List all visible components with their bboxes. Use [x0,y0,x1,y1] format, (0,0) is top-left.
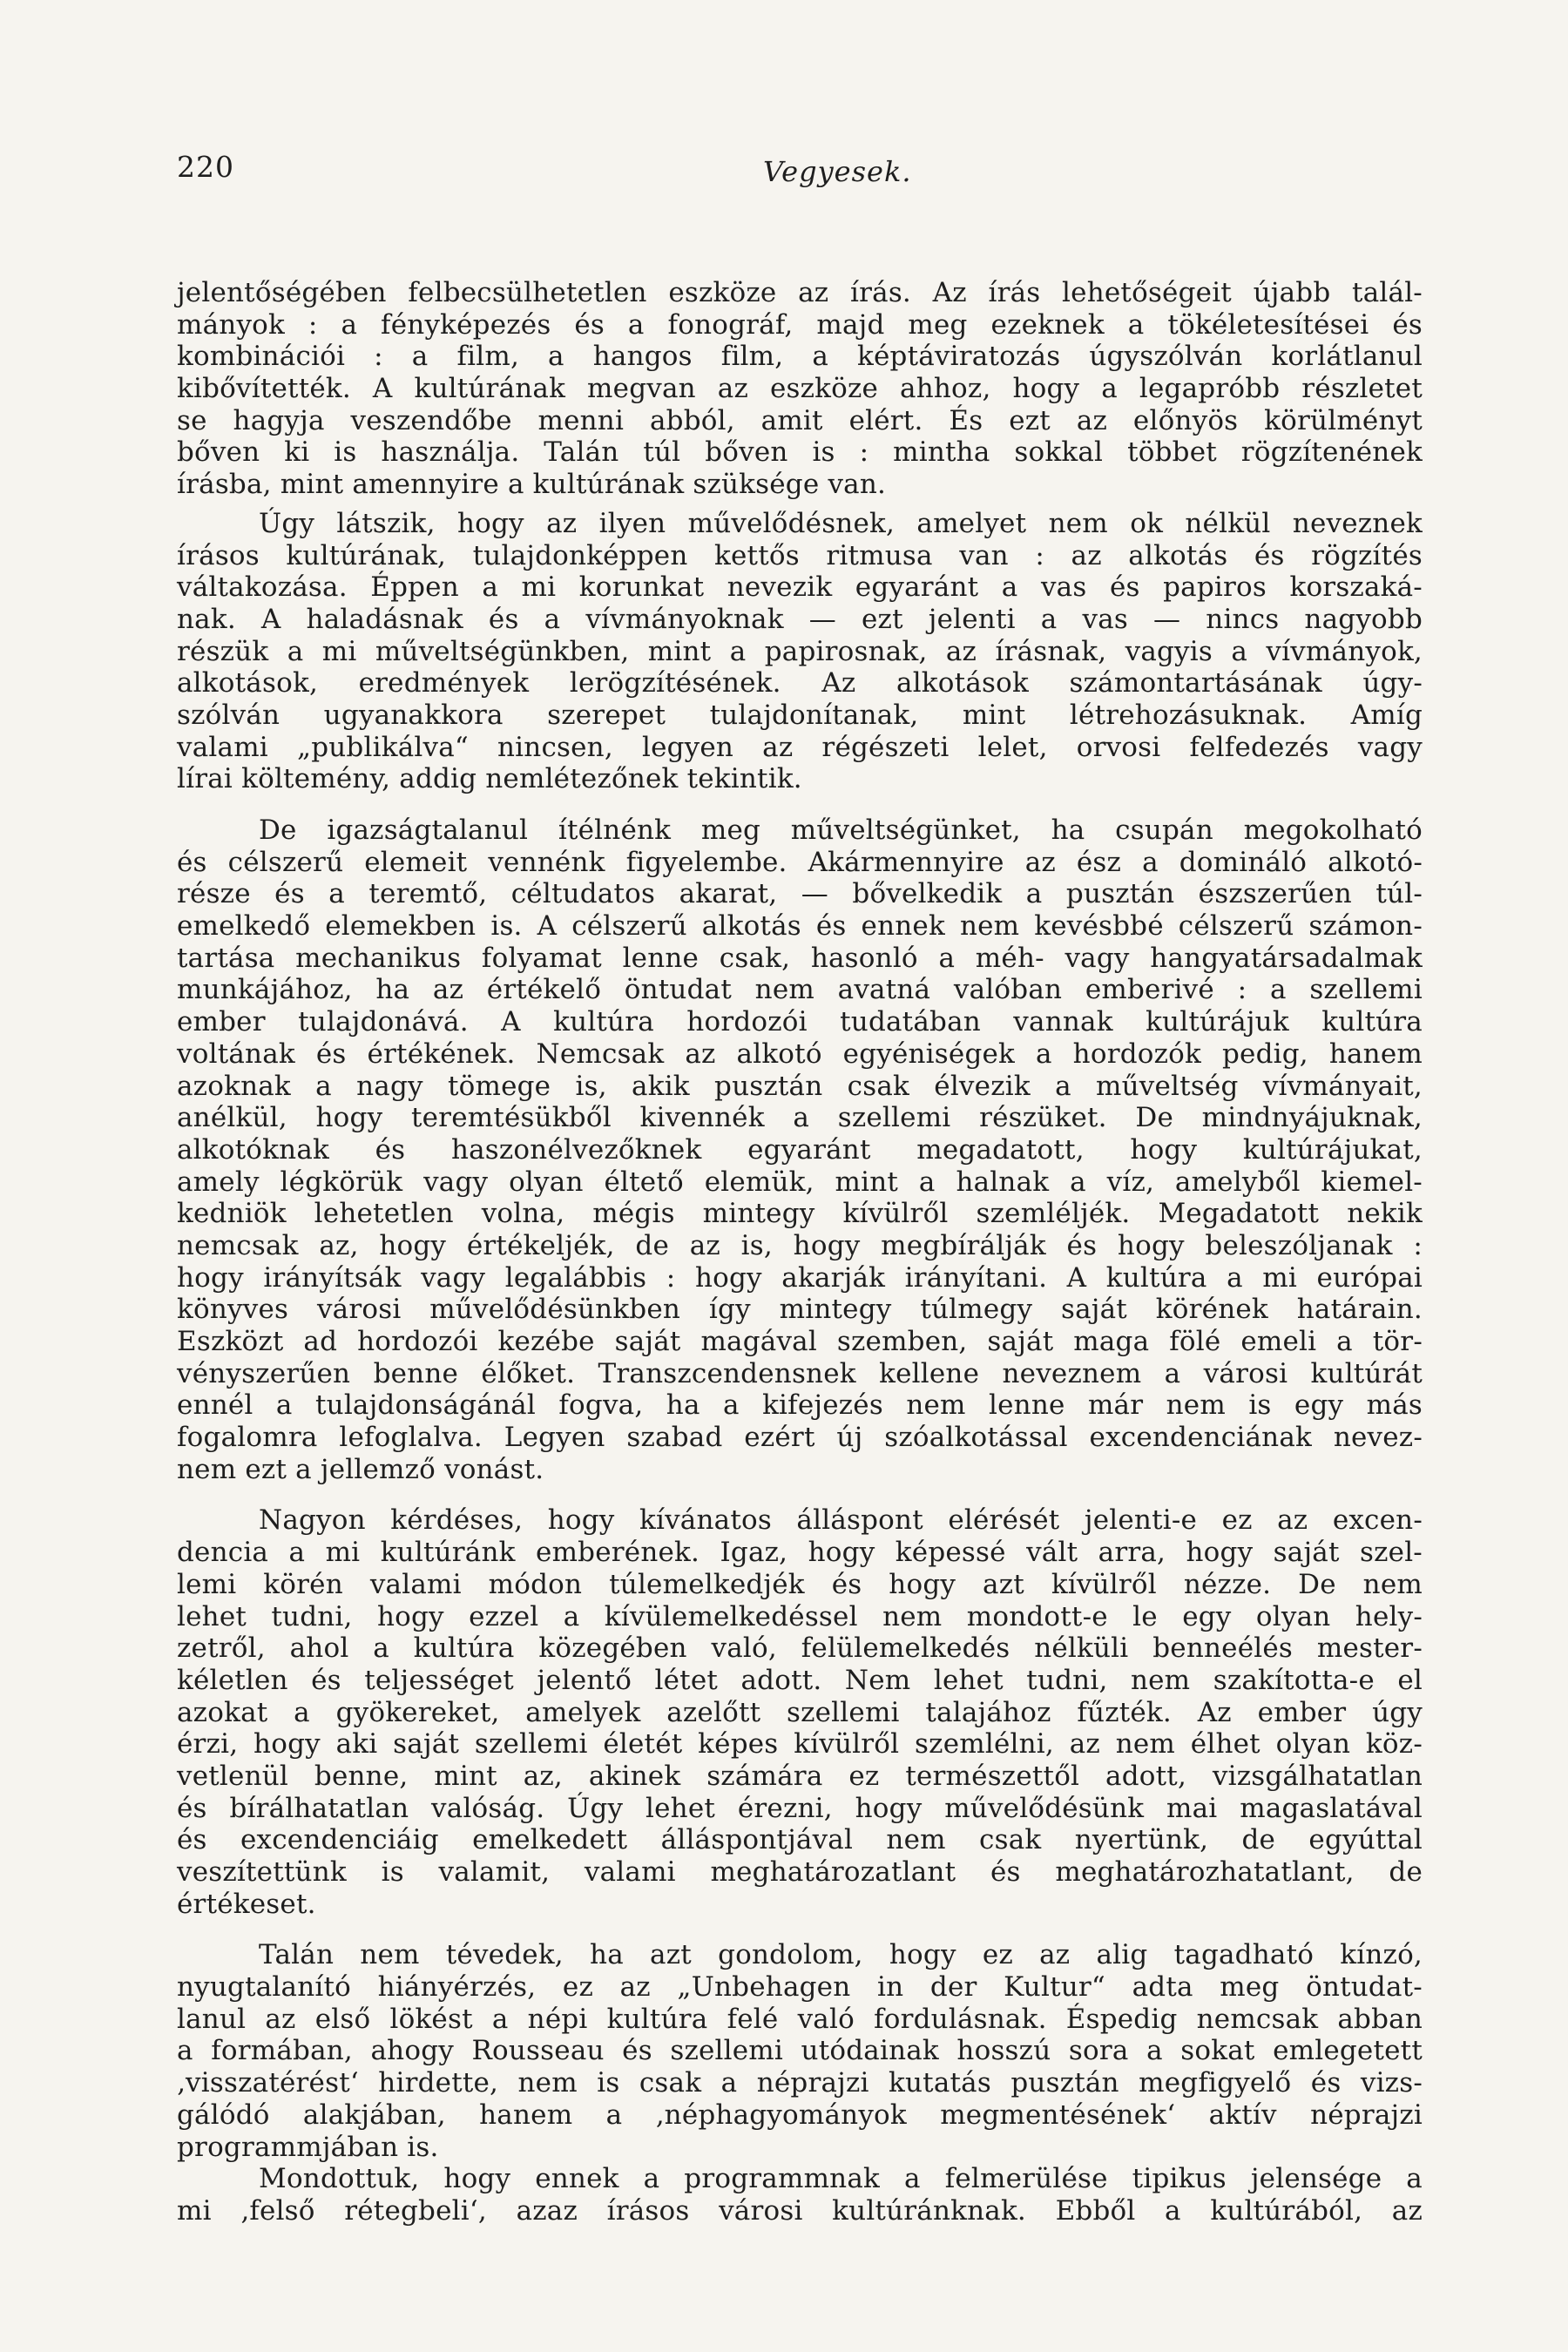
text-line: zetről, ahol a kultúra közegében való, felülemelkedés nélküli benneélés mester- [177,1632,1423,1665]
text-line: amely légkörük vagy olyan éltető elemük, mint a halnak a víz, amelyből kiemel- [177,1166,1423,1198]
text-line: kéletlen és teljességet jelentő létet adott. Nem lehet tudni, nem szakította-e el [177,1664,1423,1696]
text-line: kombinációi : a film, a hangos film, a képtáviratozás úgyszólván korlátlanul [177,341,1423,373]
text-line: vetlenül benne, mint az, akinek számára ez természettől adott, vizsgálhatatlan [177,1760,1423,1792]
text-line: hogy irányítsák vagy legalábbis : hogy akarják irányítani. A kultúra a mi európai [177,1261,1423,1294]
text-line: jelentőségében felbecsülhetetlen eszköze az írás. Az írás lehetőségeit újabb talál- [177,277,1423,308]
running-title: Vegyesek. [763,155,912,188]
text-line: vényszerűen benne élőket. Transzcendensnek kellene neveznem a városi kultúrát [177,1357,1423,1389]
text-line: nak. A haladásnak és a vívmányoknak — ezt jelenti a vas — nincs nagyobb [177,603,1423,635]
text-line: és bírálhatatlan valóság. Úgy lehet érezni, hogy művelődésünk mai magaslatával [177,1792,1423,1824]
text-line: érzi, hogy aki saját szellemi életét képes kívülről szemlélni, az nem élhet olyan köz- [177,1728,1423,1761]
text-line: ennél a tulajdonságánál fogva, ha a kifejezés nem lenne már nem is egy más [177,1389,1423,1422]
text-line: alkotások, eredmények lerögzítésének. Az alkotások számontartásának úgy- [177,667,1423,700]
text-line: se hagyja veszendőbe menni abból, amit elért. És ezt az előnyös körülményt [177,404,1423,436]
text-line: veszítettünk is valamit, valami meghatározatlant és meghatározhatatlant, de [177,1856,1423,1888]
text-line: nem ezt a jellemző vonást. [177,1453,544,1485]
text-line: lehet tudni, hogy ezzel a kívülemelkedéssel nem mondott-e le egy olyan hely- [177,1600,1423,1632]
paragraph [177,2163,1423,2227]
text-line: munkájához, ha az értékelő öntudat nem avatná valóban emberivé : a szellemi [177,974,1423,1006]
text-line: ‚visszatérést‘ hirdette, nem is csak a néprajzi kutatás pusztán megfigyelő és vizs- [177,2067,1423,2099]
text-line: tartása mechanikus folyamat lenne csak, hasonló a méh- vagy hangyatársadalmak [177,942,1423,974]
text-line: lírai költemény, addig nemlétezőnek tekintik. [177,763,802,795]
text-line: nyugtalanító hiányérzés, ez az „Unbehagen in der Kultur“ adta meg öntudat- [177,1971,1423,2004]
paragraph [177,277,1423,501]
text-line: Úgy látszik, hogy az ilyen művelődésnek, amelyet nem ok nélkül neveznek [259,507,1423,539]
text-line: Eszközt ad hordozói kezébe saját magával szemben, saját maga fölé emeli a tör- [177,1326,1423,1357]
text-line: mányok : a fényképezés és a fonográf, majd meg ezeknek a tökéletesítései és [177,308,1423,341]
paragraph [177,1939,1423,2163]
text-line: és célszerű elemeit vennénk figyelembe. Akármennyire az ész a domináló alkotó- [177,846,1423,878]
text-line: bőven ki is használja. Talán túl bőven is : mintha sokkal többet rögzítenének [177,436,1423,469]
text-line: alkotóknak és haszonélvezőknek egyaránt megadatott, hogy kultúrájukat, [177,1133,1423,1166]
text-line: valami „publikálva“ nincsen, legyen az régészeti lelet, orvosi felfedezés vagy [177,731,1423,763]
text-line: anélkül, hogy teremtésükből kivennék a szellemi részüket. De mindnyájuknak, [177,1102,1423,1134]
text-line: a formában, ahogy Rousseau és szellemi utódainak hosszú sora a sokat emlegetett [177,2035,1423,2067]
text-line: lemi körén valami módon túlemelkedjék és hogy azt kívülről nézze. De nem [177,1568,1423,1600]
text-line: része és a teremtő, céltudatos akarat, — bővelkedik a pusztán észszerűen túl- [177,878,1423,910]
body-text [177,277,1423,2227]
text-line: kedniök lehetetlen volna, mégis mintegy kívülről szemléljék. Megadatott nekik [177,1198,1423,1230]
text-line: mi ‚felső rétegbeli‘, azaz írásos városi kultúránknak. Ebből a kultúrából, az [177,2194,1423,2227]
page-header [177,150,1440,193]
text-line: azoknak a nagy tömege is, akik pusztán csak élvezik a műveltség vívmányait, [177,1070,1423,1102]
paragraph [177,508,1423,795]
text-line: fogalomra lefoglalva. Legyen szabad ezért új szóalkotással excendenciának nevez- [177,1422,1423,1454]
text-line: programmjában is. [177,2131,439,2163]
text-line: Talán nem tévedek, ha azt gondolom, hogy ez az alig tagadható kínzó, [259,1939,1423,1971]
text-line: és excendenciáig emelkedett álláspontjával nem csak nyertünk, de egyúttal [177,1824,1423,1856]
text-line: szólván ugyanakkora szerepet tulajdonítanak, mint létrehozásuknak. Amíg [177,699,1423,731]
text-line: Nagyon kérdéses, hogy kívánatos álláspont elérését jelenti-e ez az excen- [259,1504,1423,1537]
text-line: De igazságtalanul ítélnénk meg műveltségünket, ha csupán megokolható [259,814,1423,846]
paragraph [177,1504,1423,1920]
text-line: emelkedő elemekben is. A célszerű alkotás és ennek nem kevésbbé célszerű számon- [177,910,1423,943]
page-number: 220 [177,150,234,184]
text-line: írásba, mint amennyire a kultúrának szüksége van. [177,469,887,501]
text-line: nemcsak az, hogy értékeljék, de az is, hogy megbírálják és hogy beleszóljanak : [177,1229,1423,1261]
text-line: váltakozása. Éppen a mi korunkat nevezik egyaránt a vas és papiros korszaká- [177,571,1423,604]
text-line: lanul az első lökést a népi kultúra felé való fordulásnak. Éspedig nemcsak abban [177,2003,1423,2035]
text-line: kibővítették. A kultúrának megvan az eszköze ahhoz, hogy a legapróbb részletet [177,373,1423,405]
text-line: ember tulajdonává. A kultúra hordozói tudatában vannak kultúrájuk kultúra [177,1006,1423,1038]
paragraph [177,814,1423,1485]
text-line: Mondottuk, hogy ennek a programmnak a felmerülése tipikus jelensége a [259,2163,1423,2195]
text-line: értékeset. [177,1888,316,1920]
text-line: voltának és értékének. Nemcsak az alkotó egyéniségek a hordozók pedig, hanem [177,1037,1423,1070]
text-line: azokat a gyökereket, amelyek azelőtt szellemi talajához fűzték. Az ember úgy [177,1696,1423,1728]
text-line: írásos kultúrának, tulajdonképpen kettős ritmusa van : az alkotás és rögzítés [177,539,1423,571]
text-line: részük a mi műveltségünkben, mint a papirosnak, az írásnak, vagyis a vívmányok, [177,635,1423,667]
text-line: gálódó alakjában, hanem a ‚néphagyományok megmentésének‘ aktív néprajzi [177,2099,1423,2131]
text-line: dencia a mi kultúránk emberének. Igaz, hogy képessé vált arra, hogy saját szel- [177,1537,1423,1569]
text-line: könyves városi művelődésünkben így mintegy túlmegy saját körének határain. [177,1294,1423,1326]
